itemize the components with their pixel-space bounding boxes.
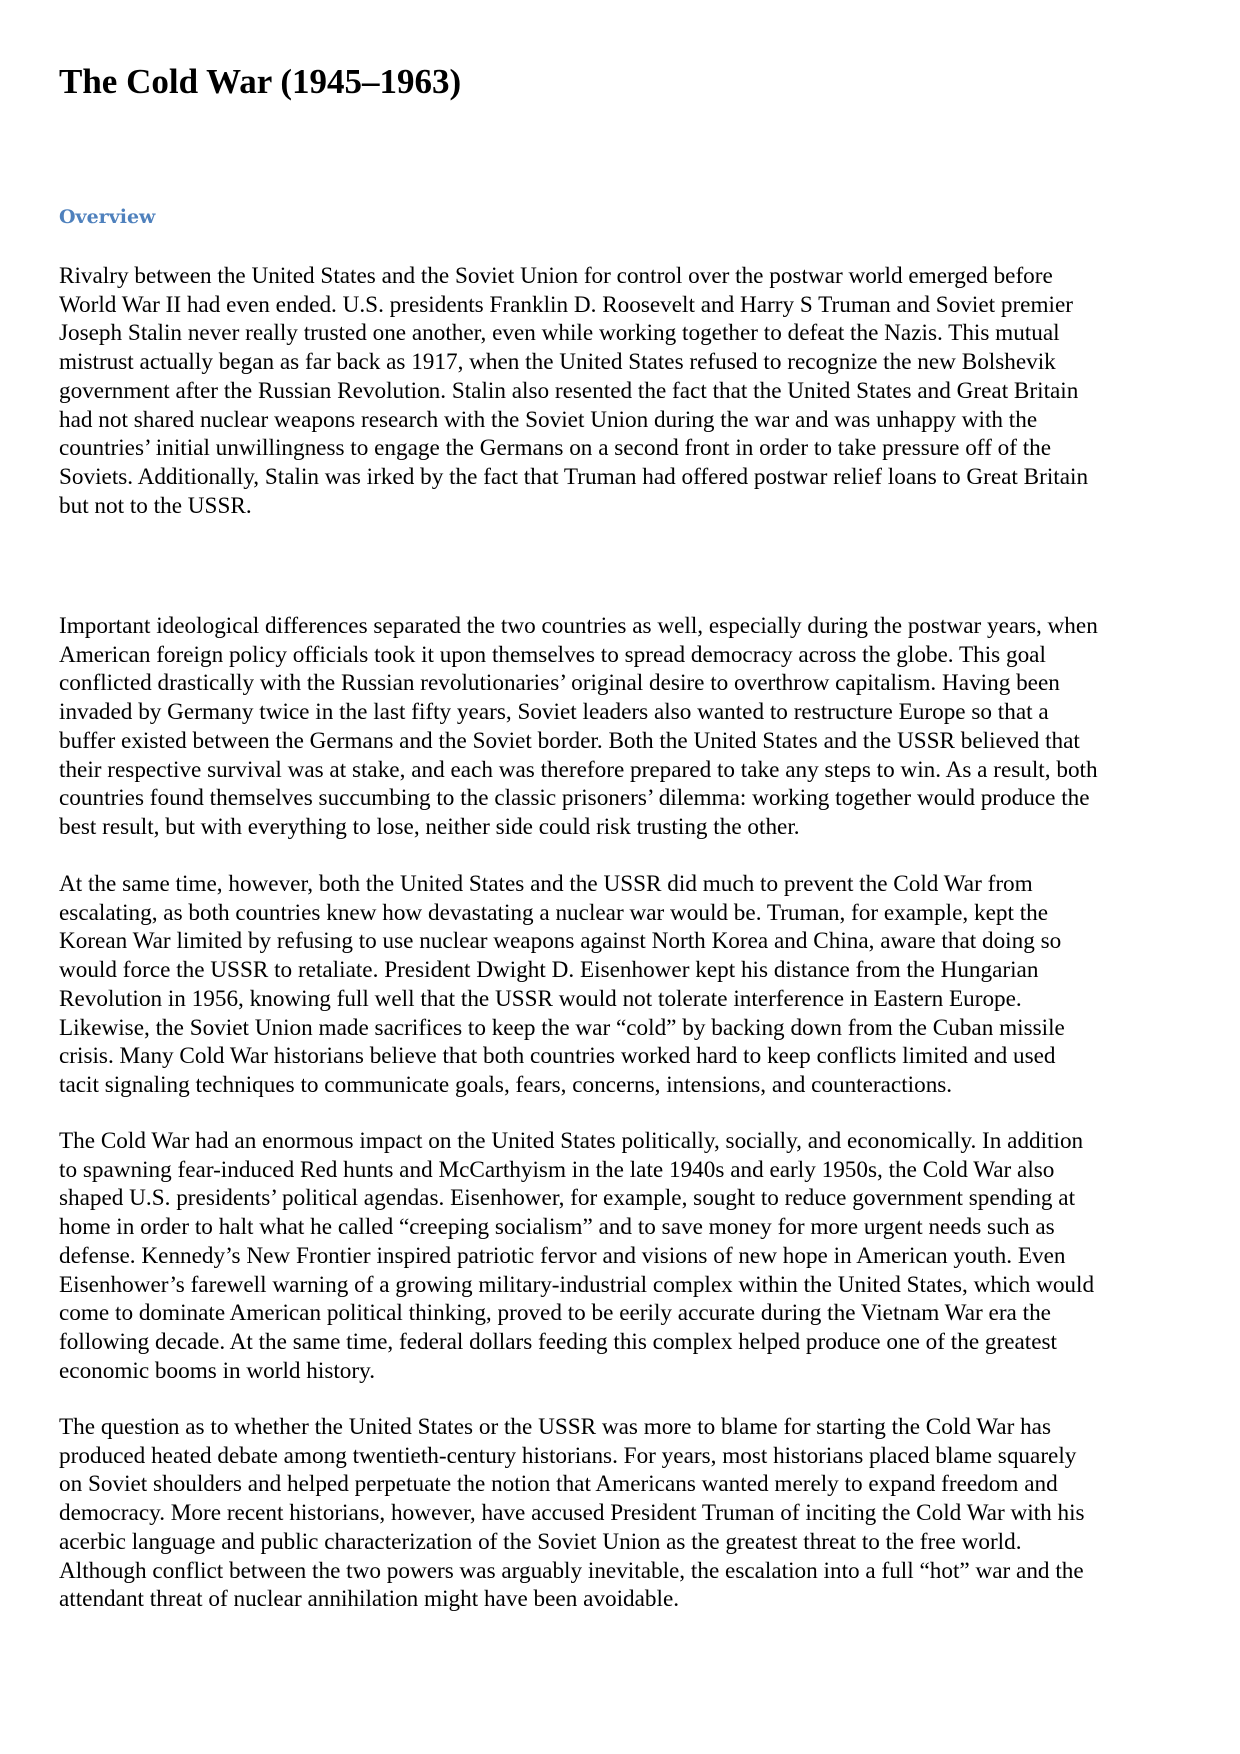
text-line: Joseph Stalin never really trusted one another, even while working together to defeat the Nazis. This mutual <box>59 320 1060 347</box>
text-line: acerbic language and public characterization of the Soviet Union as the greatest threat to the free world. <box>59 1528 1022 1555</box>
text-line: to spawning fear-induced Red hunts and McCarthyism in the late 1940s and early 1950s, the Cold War also <box>59 1156 1055 1183</box>
text-line: following decade. At the same time, federal dollars feeding this complex helped produce one of the greatest <box>59 1328 1058 1355</box>
text-line: Soviets. Additionally, Stalin was irked by the fact that Truman had offered postwar relief loans to Great Britain <box>59 463 1089 490</box>
text-line: The question as to whether the United States or the USSR was more to blame for starting the Cold War has <box>59 1414 1052 1440</box>
text-line: Likewise, the Soviet Union made sacrifices to keep the war “cold” by backing down from the Cuban missile <box>59 1014 1065 1041</box>
text-line: Although conflict between the two powers was arguably inevitable, the escalation into a full “hot” war and the <box>59 1557 1084 1584</box>
text-line: produced heated debate among twentieth-century historians. For years, most historians placed blame squarely <box>59 1442 1077 1469</box>
text-line: Korean War limited by refusing to use nuclear weapons against North Korea and China, aware that doing so <box>59 928 1062 955</box>
text-line: their respective survival was at stake, and each was therefore prepared to take any steps to win. As a result, both <box>59 756 1098 783</box>
paragraph-domestic-impact <box>59 1127 1199 1385</box>
text-line: but not to the USSR. <box>59 492 252 519</box>
text-line: shaped U.S. presidents’ political agendas. Eisenhower, for example, sought to reduce government spending at <box>59 1185 1076 1212</box>
text-line: attendant threat of nuclear annihilation might have been avoidable. <box>59 1586 680 1613</box>
text-line: defense. Kennedy’s New Frontier inspired patriotic fervor and visions of new hope in American youth. Even <box>59 1242 1066 1269</box>
paragraph-ideological-differences <box>59 612 1199 842</box>
text-line: Revolution in 1956, knowing full well that the USSR would not tolerate interference in Eastern Europe. <box>59 985 1022 1012</box>
text-line: home in order to halt what he called “creeping socialism” and to save money for more urgent needs such as <box>59 1214 1055 1241</box>
paragraph-historiography <box>59 1413 1199 1614</box>
text-line: Rivalry between the United States and the Soviet Union for control over the postwar world emerged before <box>59 263 1053 289</box>
text-line: mistrust actually began as far back as 1917, when the United States refused to recognize the new Bolshevik <box>59 349 1056 376</box>
text-line: had not shared nuclear weapons research with the Soviet Union during the war and was unhappy with the <box>59 406 1038 433</box>
text-line: democracy. More recent historians, however, have accused President Truman of inciting the Cold War with his <box>59 1500 1085 1527</box>
text-line: best result, but with everything to lose, neither side could risk trusting the other. <box>59 813 800 840</box>
text-line: Eisenhower’s farewell warning of a growing military-industrial complex within the United States, which would <box>59 1271 1095 1298</box>
document-title: The Cold War (1945–1963) <box>59 62 462 101</box>
text-line: government after the Russian Revolution. Stalin also resented the fact that the United States and Great Britain <box>59 377 1079 404</box>
section-heading-overview: Overview <box>59 206 156 228</box>
text-line: At the same time, however, both the United States and the USSR did much to prevent the Cold War from <box>59 871 1033 897</box>
text-line: would force the USSR to retaliate. President Dwight D. Eisenhower kept his distance from the Hungarian <box>59 957 1039 984</box>
text-line: crisis. Many Cold War historians believe that both countries worked hard to keep conflicts limited and used <box>59 1043 1056 1070</box>
text-line: World War II had even ended. U.S. presidents Franklin D. Roosevelt and Harry S Truman and Soviet premier <box>59 291 1073 318</box>
text-line: economic booms in world history. <box>59 1357 375 1384</box>
text-line: on Soviet shoulders and helped perpetuate the notion that Americans wanted merely to expand freedom and <box>59 1471 1058 1498</box>
text-line: conflicted drastically with the Russian revolutionaries’ original desire to overthrow capitalism. Having been <box>59 670 1060 697</box>
paragraph-preventing-escalation <box>59 870 1199 1100</box>
text-line: buffer existed between the Germans and the Soviet border. Both the United States and the USSR believed that <box>59 727 1080 754</box>
text-line: American foreign policy officials took it upon themselves to spread democracy across the globe. This goal <box>59 641 1046 668</box>
text-line: countries’ initial unwillingness to engage the Germans on a second front in order to take pressure off of the <box>59 435 1052 462</box>
text-line: Important ideological differences separated the two countries as well, especially during the postwar years, when <box>59 613 1098 639</box>
text-line: come to dominate American political thinking, proved to be eerily accurate during the Vietnam War era the <box>59 1300 1051 1327</box>
text-line: invaded by Germany twice in the last fifty years, Soviet leaders also wanted to restructure Europe so that a <box>59 699 1049 726</box>
text-line: tacit signaling techniques to communicate goals, fears, concerns, intensions, and counteractions. <box>59 1071 953 1098</box>
text-line: countries found themselves succumbing to the classic prisoners’ dilemma: working together would produce the <box>59 785 1090 812</box>
text-line: escalating, as both countries knew how devastating a nuclear war would be. Truman, for example, kept the <box>59 899 1049 926</box>
text-line: The Cold War had an enormous impact on the United States politically, socially, and economically. In addition <box>59 1128 1084 1154</box>
paragraph-rivalry <box>59 262 1199 520</box>
